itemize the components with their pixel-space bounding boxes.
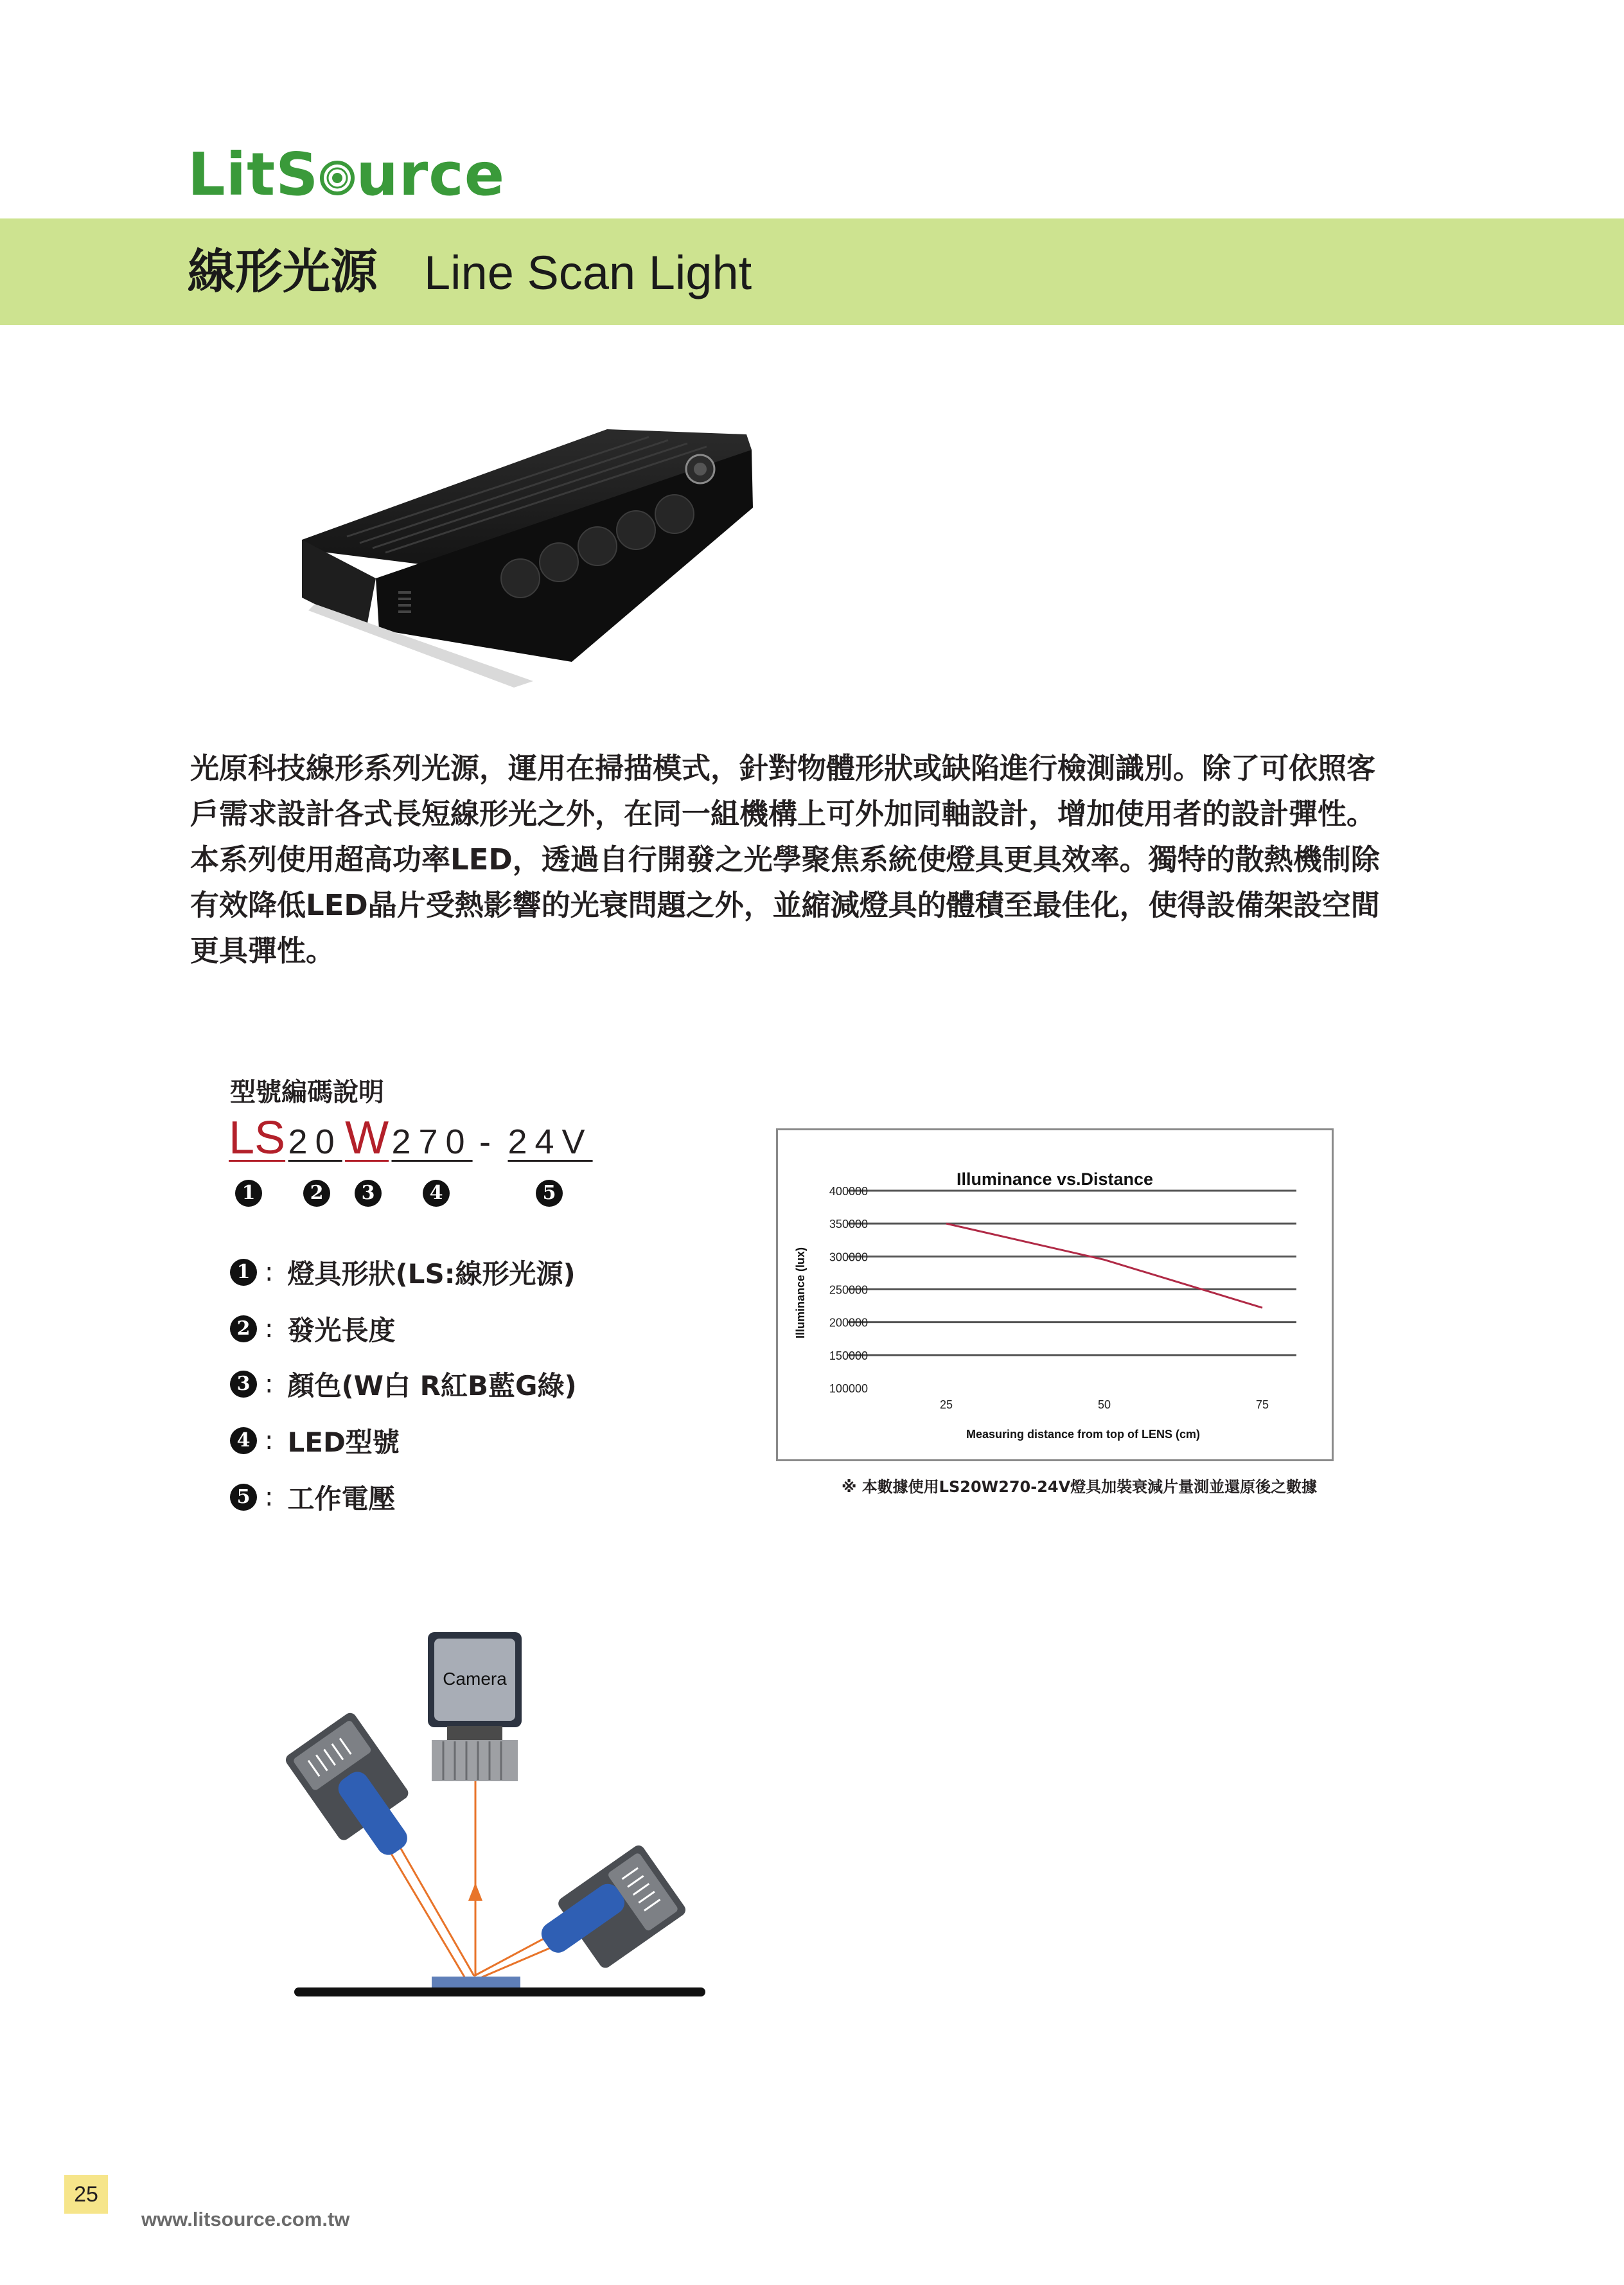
legend-text: 燈具形狀(LS:線形光源) bbox=[287, 1258, 576, 1290]
camera-label: Camera bbox=[443, 1669, 507, 1689]
y-tick-label: 400000 bbox=[829, 1185, 868, 1198]
page-title-en: Line Scan Light bbox=[424, 246, 752, 299]
logo-text-post: urce bbox=[356, 140, 506, 209]
chart-x-label: Measuring distance from top of LENS (cm) bbox=[966, 1428, 1201, 1441]
y-tick-label: 300000 bbox=[829, 1250, 868, 1264]
model-seg-led: 270 bbox=[391, 1123, 473, 1161]
chart-y-ticks bbox=[829, 1185, 868, 1395]
marker-4: 4 bbox=[423, 1180, 450, 1207]
chart-title: Illuminance vs.Distance bbox=[956, 1169, 1154, 1189]
brand-logo bbox=[188, 140, 506, 209]
y-tick-label: 100000 bbox=[829, 1382, 868, 1395]
legend-number: 2 bbox=[230, 1315, 257, 1342]
legend-text: 工作電壓 bbox=[287, 1483, 396, 1515]
description-line: 光原科技線形系列光源，運用在掃描模式，針對物體形狀或缺陷進行檢測識別。除了可依照客 bbox=[190, 751, 1376, 785]
target-object bbox=[432, 1977, 520, 1988]
model-seg-length: 20 bbox=[288, 1123, 342, 1161]
footer-url: www.litsource.com.tw bbox=[141, 2208, 350, 2230]
setup-diagram bbox=[283, 1632, 719, 2011]
legend-number: 4 bbox=[230, 1427, 257, 1454]
logo-o-icon bbox=[319, 145, 356, 209]
y-tick-label: 200000 bbox=[829, 1316, 868, 1329]
legend-colon: : bbox=[265, 1482, 274, 1512]
description-line: 有效降低LED晶片受熱影響的光衰問題之外，並縮減燈具的體積至最佳化，使得設備架設空間 bbox=[190, 888, 1380, 922]
chart-series bbox=[946, 1223, 1262, 1308]
legend-colon: : bbox=[265, 1258, 274, 1287]
right-light-icon bbox=[529, 1843, 688, 1989]
product-image bbox=[289, 411, 790, 694]
x-tick-label: 75 bbox=[1255, 1398, 1269, 1411]
model-seg-shape: LS bbox=[229, 1112, 286, 1164]
description-line: 更具彈性。 bbox=[190, 934, 335, 968]
y-tick-label: 150000 bbox=[829, 1349, 868, 1362]
description-line: 戶需求設計各式長短線形光之外，在同一組機構上可外加同軸設計，增加使用者的設計彈性。 bbox=[190, 797, 1376, 831]
legend-text: 發光長度 bbox=[287, 1315, 396, 1346]
page-title-zh: 線形光源 bbox=[188, 244, 378, 299]
x-tick-label: 25 bbox=[939, 1398, 953, 1411]
model-seg-dash: - bbox=[479, 1123, 491, 1161]
legend-number: 3 bbox=[230, 1371, 257, 1398]
reflection-arrow-icon bbox=[468, 1883, 482, 1901]
chart-footnote: ※ 本數據使用LS20W270-24V燈具加裝衰減片量測並還原後之數據 bbox=[842, 1478, 1318, 1496]
legend-text: 顏色(W白 R紅B藍G綠) bbox=[287, 1370, 577, 1401]
series-line bbox=[946, 1223, 1262, 1308]
legend-colon: : bbox=[265, 1369, 274, 1399]
legend-item bbox=[230, 1310, 396, 1346]
illuminance-chart bbox=[776, 1128, 1334, 1461]
marker-1: 1 bbox=[235, 1180, 262, 1207]
chart-x-ticks bbox=[940, 1398, 1269, 1411]
model-code-heading: 型號編碼說明 bbox=[230, 1078, 384, 1107]
description bbox=[190, 745, 1417, 974]
legend-item bbox=[230, 1365, 577, 1401]
legend-number: 1 bbox=[230, 1259, 257, 1286]
description-line: 本系列使用超高功率LED，透過自行開發之光學聚焦系統使燈具更具效率。獨特的散熱機制除 bbox=[190, 842, 1380, 876]
model-seg-voltage: 24V bbox=[508, 1123, 593, 1161]
model-seg-color: W bbox=[345, 1112, 389, 1164]
legend-number: 5 bbox=[230, 1484, 257, 1511]
legend-item bbox=[230, 1421, 400, 1458]
camera-icon bbox=[428, 1632, 522, 1781]
stage-surface bbox=[294, 1987, 705, 1996]
chart-y-label: Illuminance (lux) bbox=[794, 1247, 807, 1339]
marker-3: 3 bbox=[355, 1180, 382, 1207]
x-tick-label: 50 bbox=[1097, 1398, 1111, 1411]
y-tick-label: 250000 bbox=[829, 1283, 868, 1297]
marker-5: 5 bbox=[536, 1180, 563, 1207]
chart-gridlines bbox=[848, 1191, 1296, 1355]
page-number: 25 bbox=[74, 2182, 98, 2207]
y-tick-label: 350000 bbox=[829, 1218, 868, 1231]
legend-colon: : bbox=[265, 1426, 274, 1455]
model-code bbox=[229, 1112, 593, 1166]
legend-colon: : bbox=[265, 1314, 274, 1344]
legend-item bbox=[230, 1253, 576, 1290]
left-light-icon bbox=[283, 1711, 433, 1874]
legend-item bbox=[230, 1478, 396, 1515]
marker-2: 2 bbox=[303, 1180, 330, 1207]
logo-text-pre: LitS bbox=[188, 140, 319, 209]
legend-text: LED型號 bbox=[287, 1427, 400, 1458]
